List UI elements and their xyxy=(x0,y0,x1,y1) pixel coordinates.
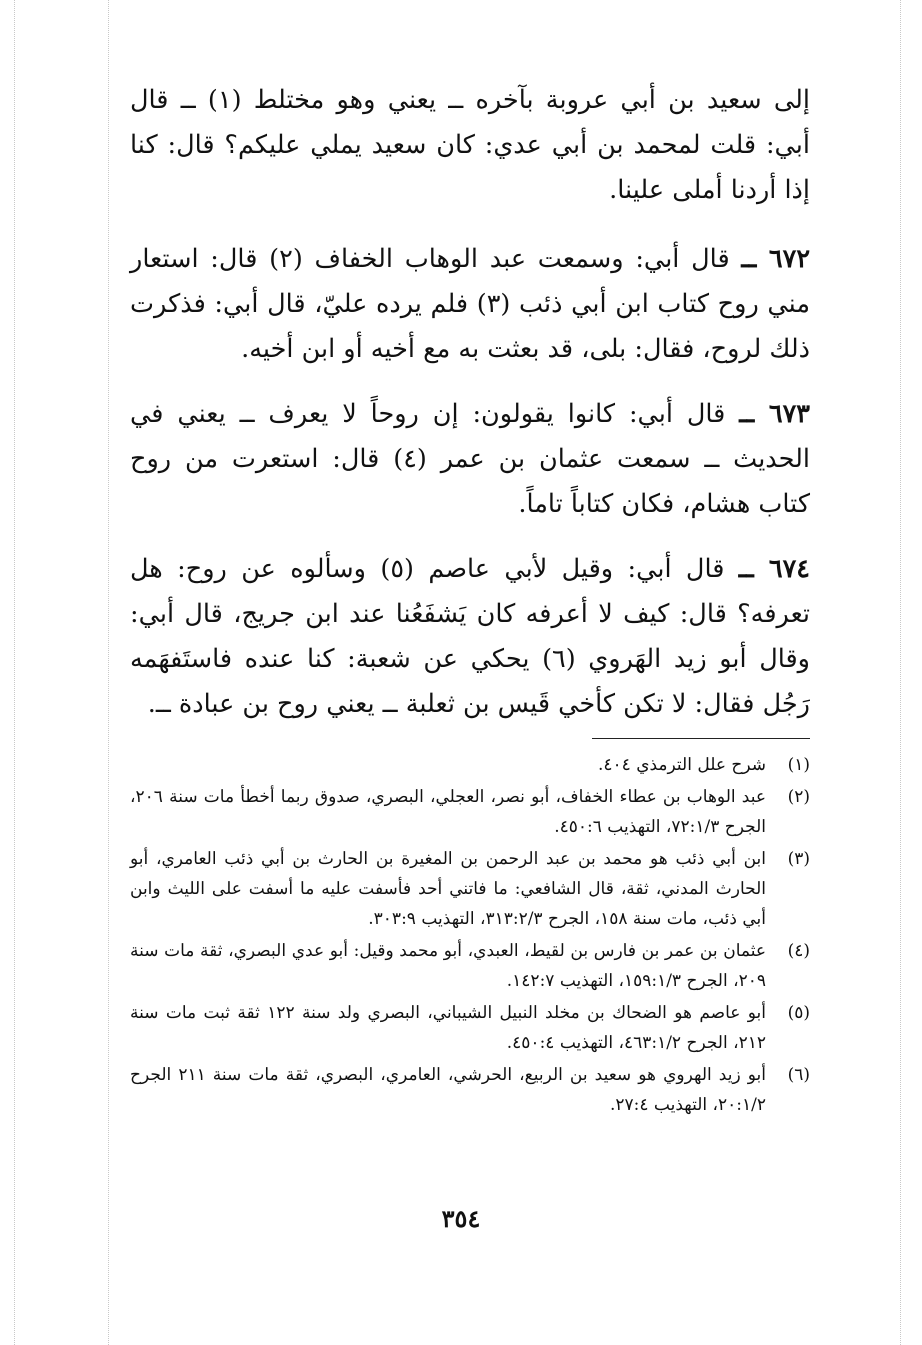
footnote-text: أبو زيد الهروي هو سعيد بن الربيع، الحرشي، العامري، البصري، ثقة مات سنة ٢١١ الجرح ٢٠:١/٢، التهذيب ٢٧:٤. xyxy=(130,1065,766,1115)
footnote xyxy=(130,936,810,996)
footnote xyxy=(130,782,810,842)
entry-number: ٦٧٤ ــ xyxy=(738,554,810,584)
page-number: ٣٥٤ xyxy=(441,1204,481,1233)
footnote-divider xyxy=(592,738,810,739)
entry-paragraph xyxy=(130,392,810,527)
footnote-mark: (٦) xyxy=(787,1065,810,1085)
entry-number: ٦٧٣ ــ xyxy=(739,399,810,429)
footnote xyxy=(130,844,810,934)
footnote xyxy=(130,750,810,780)
entry-text: قال أبي: وقيل لأبي عاصم (٥) وسألوه عن روح: هل تعرفه؟ قال: كيف لا أعرفه كان يَشفَعُنا عند ابن جريج، قال أبي: وقال أبو زيد الهَروي (٦) يحكي عن شعبة: كنا عنده فاستَفهَمه رَجُل فقال: لا تكن كأخي قَيس بن ثعلبة ــ يعني روح بن عبادة ــ. xyxy=(130,554,811,719)
footnote-mark: (٢) xyxy=(787,787,810,807)
footnote-text: ابن أبي ذئب هو محمد بن عبد الرحمن بن المغيرة بن الحارث بن أبي ذئب العامري، أبو الحارث المدني، ثقة، قال الشافعي: ما فاتني أحد فأسفت عليه ما أسفت على الليث وابن أبي ذئب، مات سنة ١٥٨، الجرح ٣١٣:٢/٣، التهذيب ٣٠٣:٩. xyxy=(130,849,766,929)
footnote-text: عثمان بن عمر بن فارس بن لقيط، العبدي، أبو محمد وقيل: أبو عدي البصري، ثقة مات سنة ٢٠٩، الجرح ١٥٩:١/٣، التهذيب ١٤٢:٧. xyxy=(130,941,766,991)
entry-text: قال أبي: وسمعت عبد الوهاب الخفاف (٢) قال: استعار مني روح كتاب ابن أبي ذئب (٣) فلم يرده عليّ، قال أبي: فذكرت ذلك لروح، فقال: بلى، قد بعثت به مع أخيه أو ابن أخيه. xyxy=(130,244,810,364)
scan-edge-inner-left xyxy=(108,0,109,1345)
entry-text: قال أبي: كانوا يقولون: إن روحاً لا يعرف ــ يعني في الحديث ــ سمعت عثمان بن عمر (٤) قال: استعرت من روح كتاب هشام، فكان كتاباً تاماً. xyxy=(130,399,810,519)
scan-edge-right xyxy=(900,0,901,1345)
main-text xyxy=(130,78,810,747)
intro-paragraph: إلى سعيد بن أبي عروبة بآخره ــ يعني وهو مختلط (١) ــ قال أبي: قلت لمحمد بن أبي عدي: كان سعيد يملي عليكم؟ قال: كنا إذا أردنا أملى علينا. xyxy=(130,85,810,205)
footnote-mark: (٤) xyxy=(787,941,810,961)
scan-edge-left xyxy=(14,0,15,1345)
footnotes xyxy=(130,750,810,1122)
footnote-text: أبو عاصم هو الضحاك بن مخلد النبيل الشيباني، البصري ولد سنة ١٢٢ ثقة ثبت مات سنة ٢١٢، الجرح ٤٦٣:١/٢، التهذيب ٤٥٠:٤. xyxy=(130,1003,766,1053)
footnote xyxy=(130,998,810,1058)
footnote xyxy=(130,1060,810,1120)
footnote-mark: (٣) xyxy=(787,849,810,869)
footnote-text: شرح علل الترمذي ٤٠٤. xyxy=(597,755,766,775)
footnote-mark: (٥) xyxy=(787,1003,810,1023)
entry-paragraph xyxy=(130,547,810,727)
footnote-mark: (١) xyxy=(787,755,810,775)
entry-paragraph xyxy=(130,237,810,372)
entry-number: ٦٧٢ ــ xyxy=(741,244,811,274)
footnote-text: عبد الوهاب بن عطاء الخفاف، أبو نصر، العجلي، البصري، صدوق ربما أخطأ مات سنة ٢٠٦، الجرح ٧٢:١/٣، التهذيب ٤٥٠:٦. xyxy=(130,787,766,837)
